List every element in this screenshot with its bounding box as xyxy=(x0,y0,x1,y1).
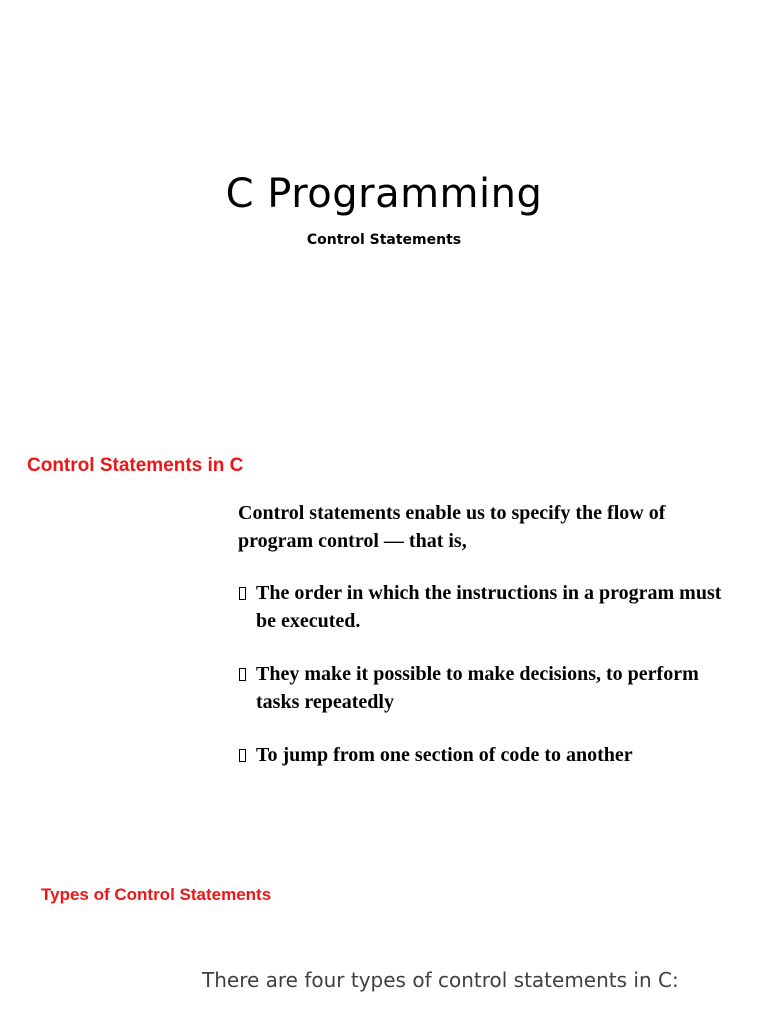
intro-paragraph: Control statements enable us to specify the flow of program control — that is, xyxy=(238,502,666,552)
list-item xyxy=(238,579,738,635)
missing-glyph-box-icon xyxy=(238,660,256,688)
list-item xyxy=(238,660,738,716)
bullet-list xyxy=(238,579,738,769)
page-subtitle: Control Statements xyxy=(306,232,462,248)
list-item xyxy=(238,741,738,769)
bullet-text: They make it possible to make decisions, to perform tasks repeatedly xyxy=(256,663,699,713)
section-heading-control-statements: Control Statements in C xyxy=(27,455,244,476)
page-title: C Programming xyxy=(225,171,543,217)
missing-glyph-box-icon xyxy=(238,741,256,769)
missing-glyph-box-icon xyxy=(238,579,256,607)
bullet-text: The order in which the instructions in a program must be executed. xyxy=(256,582,722,632)
types-intro-text: There are four types of control statements in C: xyxy=(202,968,679,992)
bullet-text: To jump from one section of code to another xyxy=(256,744,633,766)
control-statements-body xyxy=(238,499,738,794)
section-heading-types: Types of Control Statements xyxy=(41,885,272,904)
